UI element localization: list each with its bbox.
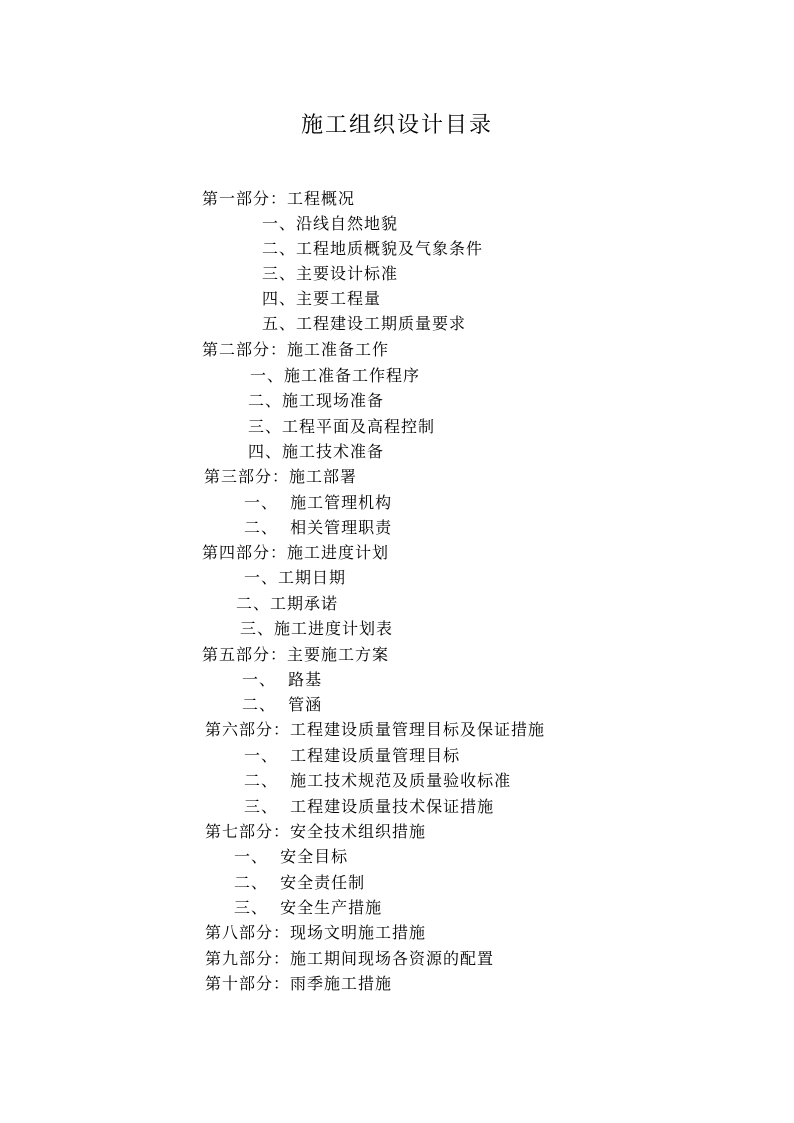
toc-item: 一、 路基 (242, 670, 323, 689)
toc-part-9: 第九部分：施工期间现场各资源的配置 (205, 949, 495, 968)
toc-item: 二、工期承诺 (236, 594, 339, 613)
toc-part-6: 第六部分：工程建设质量管理目标及保证措施 (205, 720, 546, 739)
toc-item: 二、 相关管理职责 (244, 518, 393, 537)
toc-item: 二、 安全责任制 (234, 873, 366, 892)
toc-item: 三、 安全生产措施 (234, 898, 383, 917)
toc-part-4: 第四部分：施工进度计划 (202, 543, 390, 562)
toc-item: 二、 施工技术规范及质量验收标准 (244, 771, 512, 790)
toc-part-2: 第二部分：施工准备工作 (202, 340, 390, 359)
toc-item: 一、施工准备工作程序 (250, 366, 421, 385)
toc-part-1: 第一部分：工程概况 (202, 189, 356, 208)
toc-item: 一、沿线自然地貌 (262, 214, 399, 233)
toc-item: 二、工程地质概貌及气象条件 (262, 239, 484, 258)
toc-item: 四、主要工程量 (262, 289, 382, 308)
toc-item: 一、工期日期 (244, 568, 347, 587)
document-title: 施工组织设计目录 (300, 113, 493, 138)
toc-part-8: 第八部分：现场文明施工措施 (205, 923, 427, 942)
toc-part-5: 第五部分：主要施工方案 (202, 645, 390, 664)
toc-item: 四、施工技术准备 (248, 442, 385, 461)
toc-part-7: 第七部分：安全技术组织措施 (205, 822, 427, 841)
toc-item: 二、 管涵 (242, 695, 323, 714)
toc-item: 一、 工程建设质量管理目标 (244, 746, 461, 765)
toc-part-3: 第三部分：施工部署 (204, 467, 358, 486)
toc-item: 一、 施工管理机构 (244, 493, 393, 512)
toc-item: 三、 工程建设质量技术保证措施 (244, 797, 495, 816)
toc-item: 三、主要设计标准 (262, 264, 399, 283)
toc-item: 二、施工现场准备 (248, 391, 385, 410)
toc-item: 三、施工进度计划表 (240, 619, 394, 638)
toc-part-10: 第十部分：雨季施工措施 (205, 974, 393, 993)
toc-item: 五、工程建设工期质量要求 (262, 314, 467, 333)
toc-item: 一、 安全目标 (234, 847, 349, 866)
toc-item: 三、工程平面及高程控制 (248, 417, 436, 436)
